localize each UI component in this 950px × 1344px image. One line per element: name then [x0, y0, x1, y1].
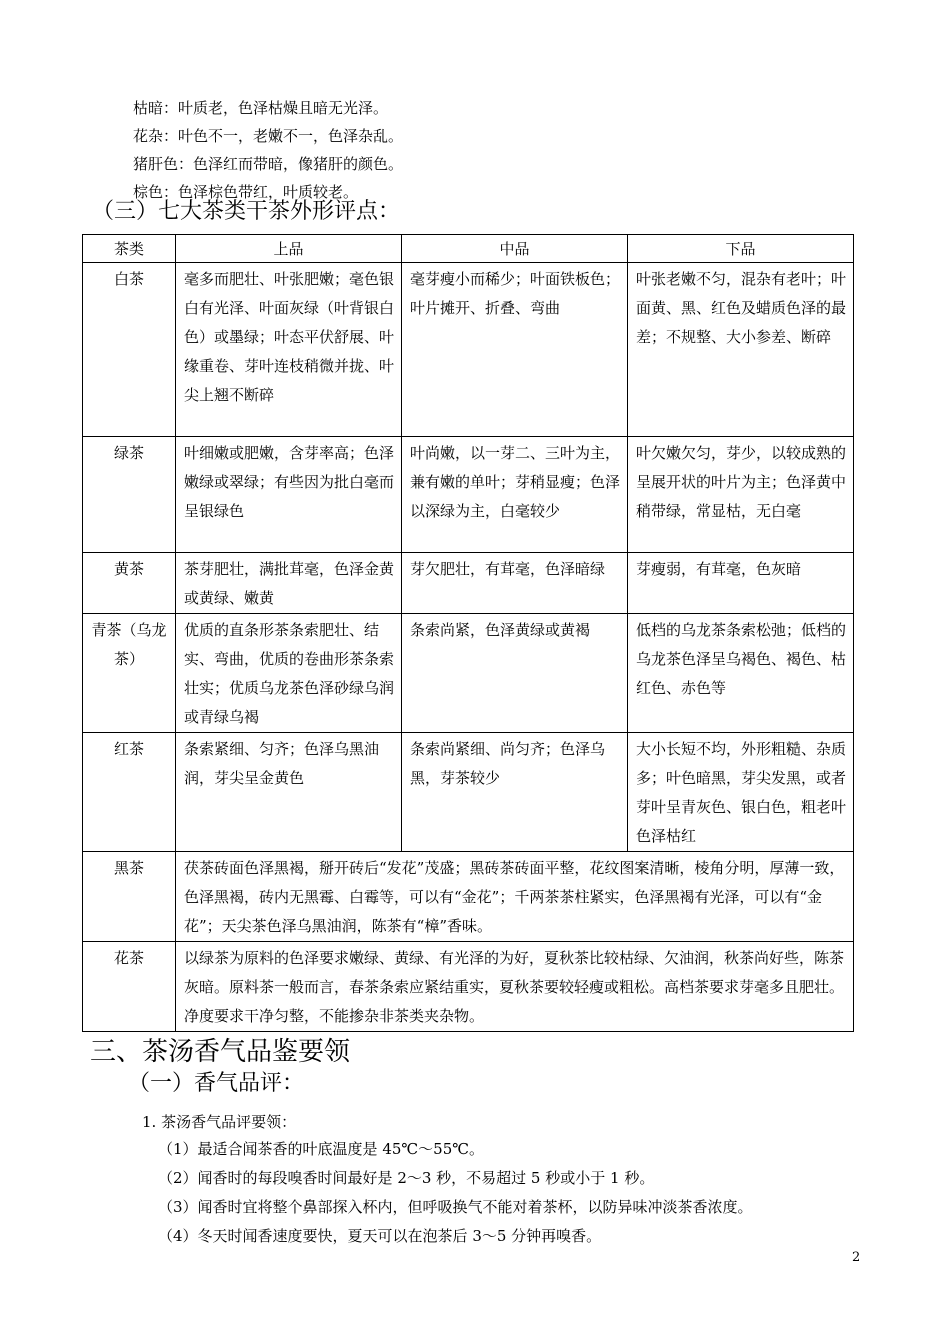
header-top-grade: 上品 — [176, 235, 402, 263]
intro-line-3: 猪肝色：色泽红而带暗，像猪肝的颜色。 — [133, 155, 404, 173]
top-grade-cell: 条索紧细、匀齐；色泽乌黑油润，芽尖呈金黄色 — [176, 733, 402, 852]
table-header-row — [83, 235, 854, 263]
low-grade-cell: 低档的乌龙茶条索松弛；低档的乌龙茶色泽呈乌褐色、褐色、枯红色、赤色等 — [628, 614, 854, 733]
table-row — [83, 852, 854, 942]
low-grade-cell: 叶张老嫩不匀，混杂有老叶；叶面黄、黑、红色及蜡质色泽的最差；不规整、大小参差、断碎 — [628, 263, 854, 437]
heading-tea-aroma: 三、茶汤香气品鉴要领 — [90, 1037, 351, 1067]
intro-line-2: 花杂：叶色不一，老嫩不一，色泽杂乱。 — [133, 127, 404, 145]
table-row — [83, 437, 854, 553]
point-1: （1）最适合闻茶香的叶底温度是 45℃～55℃。 — [158, 1140, 485, 1158]
table-row — [83, 263, 854, 437]
mid-grade-cell: 叶尚嫩，以一芽二、三叶为主，兼有嫩的单叶；芽稍显瘦；色泽以深绿为主，白毫较少 — [402, 437, 628, 553]
table-row — [83, 553, 854, 614]
tea-name: 黑茶 — [83, 852, 176, 942]
point-3: （3）闻香时宜将整个鼻部探入杯内，但呼吸换气不能对着茶杯，以防异味冲淡茶香浓度。 — [158, 1198, 753, 1216]
header-category: 茶类 — [83, 235, 176, 263]
header-mid-grade: 中品 — [402, 235, 628, 263]
low-grade-cell: 大小长短不均，外形粗糙、杂质多；叶色暗黑，芽尖发黑，或者芽叶呈青灰色、银白色，粗老叶色泽枯红 — [628, 733, 854, 852]
subheading-aroma-evaluation: （一）香气品评： — [128, 1071, 305, 1096]
page-number: 2 — [852, 1250, 861, 1265]
table-row — [83, 614, 854, 733]
tea-name: 红茶 — [83, 733, 176, 852]
tea-name: 绿茶 — [83, 437, 176, 553]
low-grade-cell: 叶欠嫩欠匀，芽少，以较成熟的呈展开状的叶片为主；色泽黄中稍带绿，常显枯，无白毫 — [628, 437, 854, 553]
intro-line-4: 棕色：色泽棕色带红，叶质较老。 — [133, 183, 359, 201]
table-row — [83, 942, 854, 1032]
top-grade-cell: 毫多而肥壮、叶张肥嫩；毫色银白有光泽、叶面灰绿（叶背银白色）或墨绿；叶态平伏舒展、叶缘重卷、芽叶连枝稍微并拢、叶尖上翘不断碎 — [176, 263, 402, 437]
tea-name: 花茶 — [83, 942, 176, 1032]
tea-appearance-table — [82, 234, 854, 1032]
merged-description-cell: 茯茶砖面色泽黑褐，掰开砖后“发花”茂盛；黑砖茶砖面平整，花纹图案清晰，棱角分明，厚薄一致，色泽黑褐，砖内无黑霉、白霉等，可以有“金花”；千两茶茶柱紧实，色泽黑褐有光泽，可以有“金花”；天尖茶色泽乌黑油润，陈茶有“樟”香味。 — [176, 852, 854, 942]
point-4: （4）冬天时闻香速度要快，夏天可以在泡茶后 3～5 分钟再嗅香。 — [158, 1227, 602, 1245]
mid-grade-cell: 毫芽瘦小而稀少；叶面铁板色；叶片摊开、折叠、弯曲 — [402, 263, 628, 437]
top-grade-cell: 茶芽肥壮，满批茸毫，色泽金黄或黄绿、嫩黄 — [176, 553, 402, 614]
top-grade-cell: 叶细嫩或肥嫩，含芽率高；色泽嫩绿或翠绿；有些因为批白毫而呈银绿色 — [176, 437, 402, 553]
table-row — [83, 733, 854, 852]
point-2: （2）闻香时的每段嗅香时间最好是 2～3 秒，不易超过 5 秒或小于 1 秒。 — [158, 1169, 655, 1187]
tea-name: 黄茶 — [83, 553, 176, 614]
top-grade-cell: 优质的直条形茶条索肥壮、结实、弯曲，优质的卷曲形茶条索壮实；优质乌龙茶色泽砂绿乌润或青绿乌褐 — [176, 614, 402, 733]
merged-description-cell: 以绿茶为原料的色泽要求嫩绿、黄绿、有光泽的为好，夏秋茶比较枯绿、欠油润，秋茶尚好些，陈茶灰暗。原料茶一般而言，春茶条索应紧结重实，夏秋茶要较轻瘦或粗松。高档茶要求芽毫多且肥壮。净度要求干净匀整，不能掺杂非茶类夹杂物。 — [176, 942, 854, 1032]
mid-grade-cell: 条索尚紧细、尚匀齐；色泽乌黑，芽茶较少 — [402, 733, 628, 852]
mid-grade-cell: 芽欠肥壮，有茸毫，色泽暗绿 — [402, 553, 628, 614]
intro-line-1: 枯暗：叶质老，色泽枯燥且暗无光泽。 — [133, 99, 389, 117]
tea-name: 青茶（乌龙茶） — [83, 614, 176, 733]
points-title: 1. 茶汤香气品评要领： — [142, 1113, 297, 1131]
mid-grade-cell: 条索尚紧，色泽黄绿或黄褐 — [402, 614, 628, 733]
header-low-grade: 下品 — [628, 235, 854, 263]
section-title-dry-tea-appearance: （三）七大茶类干茶外形评点： — [92, 199, 401, 224]
tea-name: 白茶 — [83, 263, 176, 437]
low-grade-cell: 芽瘦弱，有茸毫，色灰暗 — [628, 553, 854, 614]
